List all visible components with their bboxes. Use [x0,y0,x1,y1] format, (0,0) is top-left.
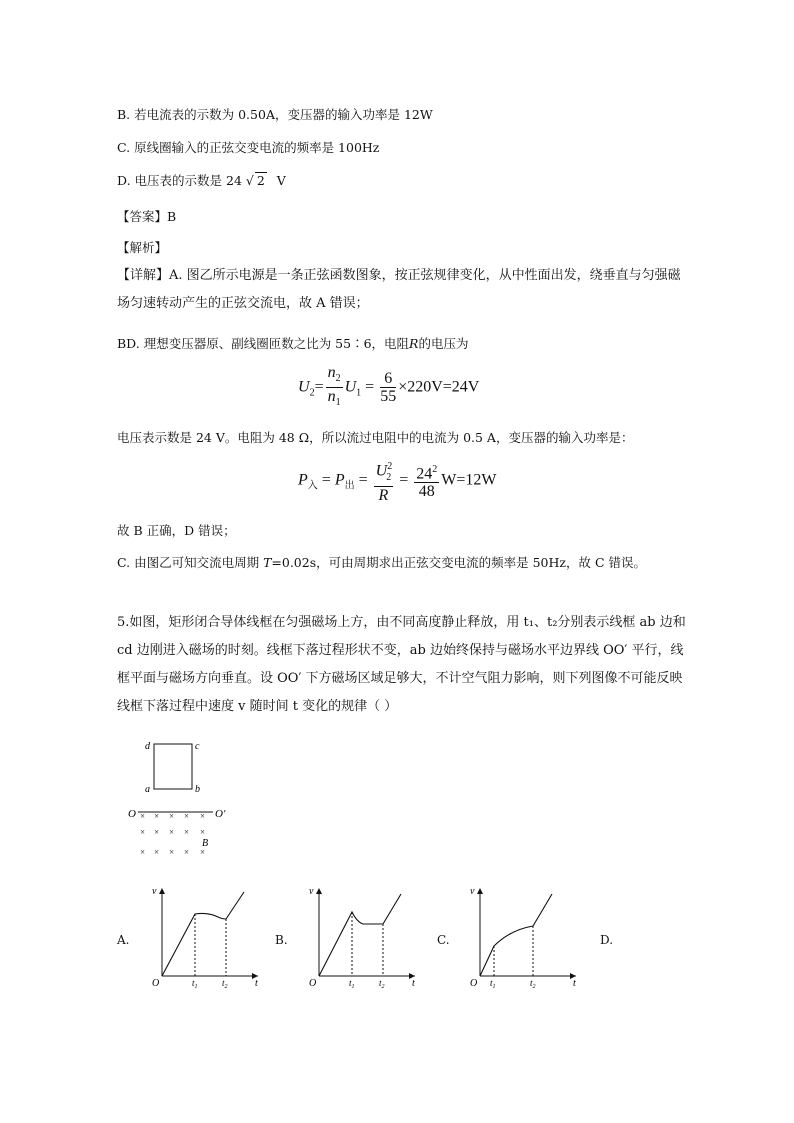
v-label: v [470,886,475,897]
v-curve [319,894,401,976]
option-b: B. 若电流表的示数为 0.50A，变压器的输入功率是 12W [117,107,433,122]
label-o: O [128,808,136,820]
detail-a: 【详解】A. 图乙所示电源是一条正弦函数图象，按正弦规律变化，从中性面出发，绕垂直与匀强磁场匀速转动产生的正弦交流电，故 A 错误； [117,268,681,311]
eq1-den: 55 [380,388,397,406]
bd-tail: 的电压为 [418,336,469,351]
eq2-u: U [375,462,388,480]
eq1-n2: n [327,364,336,381]
svg-text:×: × [184,847,190,857]
origin-label: O [152,978,160,988]
eq2-num: 24 [416,465,433,483]
conclusion-bd: 故 B 正确，D 错误； [117,523,236,538]
t-label: t [255,978,258,988]
eq1-u2-sub: 2 [309,387,315,399]
svg-text:×: × [169,811,175,821]
svg-text:×: × [154,811,160,821]
svg-text:×: × [200,847,206,857]
t1-label: $t_1$ [490,978,496,988]
eq2-frac-u [374,458,394,504]
graph-option-b: B. [275,933,288,947]
graph-a [148,884,268,988]
svg-text:×: × [140,811,146,821]
eq2-p-in: P [298,471,308,489]
graph-c [466,884,586,988]
t2-label: $t_2$ [379,978,385,988]
eq1-u2: U [298,378,310,396]
eq1-n1: n [327,388,336,406]
eq2-num-sup: 2 [432,464,438,476]
eq1-n1-sub: 1 [335,397,341,409]
label-o-prime: O′ [215,808,226,820]
svg-text:×: × [154,827,160,837]
eq2-r: R [378,486,389,504]
origin-label: O [470,978,478,988]
svg-text:×: × [169,827,175,837]
bd-r: R [409,336,419,351]
label-b-field: B [202,838,209,849]
svg-text:×: × [169,847,175,857]
eq1-rest: ×220V=24V [398,378,480,396]
v-curve [162,892,244,976]
eq2-u-sup: 2 [387,461,393,472]
t1-label: $t_1$ [349,978,355,988]
v-axis-arrow [477,888,483,894]
svg-text:×: × [200,811,206,821]
option-d [117,171,286,189]
v-axis-arrow [316,888,322,894]
eq1-num: 6 [380,370,396,388]
eq1-n2-sub: 2 [335,373,341,385]
t2-label: $t_2$ [530,978,536,988]
v-curve [480,894,552,976]
wire-frame [154,744,192,789]
graph-b [305,884,425,988]
origin-label: O [309,978,317,988]
label-b: b [195,784,200,795]
t-label: t [573,978,576,988]
question-5: 5.如图，矩形闭合导体线框在匀强磁场上方，由不同高度静止释放，用 t₁、t₂分别表示线框 ab 边和 cd 边刚进入磁场的时刻。线框下落过程形状不变，ab 边始终保持与磁场水平边界线 OO′ 平行，线框平面与磁场方向垂直。设 OO′ 下方磁场区域足够大，不计空气阻力影响，则下列图像不可能反映线框下落过程中速度 v 随时间 t 变化的规律（ ） [117,615,686,714]
magnetic-field-marks [140,811,205,857]
eq1-u1-sub: 1 [356,387,362,399]
svg-text:×: × [184,811,190,821]
eq2-frac-num [414,461,439,500]
analysis-heading: 【解析】 [117,240,168,255]
t-label: t [412,978,415,988]
detail-c-t: T [263,555,272,570]
detail-c [117,553,646,571]
equation-power: $P_入 = P_出$ = $\frac{U^2_2}{R}$ = $\frac{24^2}{48}$ W=12W [298,458,496,504]
option-d-text: D. 电压表的示数是 24 [117,173,242,188]
label-d: d [145,741,150,752]
graph-option-d: D. [600,933,614,947]
graph-option-c: C. [437,933,450,947]
svg-text:×: × [200,827,206,837]
bd-intro [117,334,468,352]
bd-intro-text: BD. 理想变压器原、副线圈匝数之比为 55∶6，电阻 [117,336,410,351]
eq2-out-sub: 出 [344,480,355,492]
graph-option-a: A. [117,933,130,947]
eq2-in-sub: 入 [307,480,318,492]
sqrt-sign: √ [245,173,254,188]
bd-mid: 电压表示数是 24 V。电阻为 48 Ω，所以流过电阻中的电流为 0.5 A，变压器的输入功率是： [117,430,634,445]
equation-voltage: $U_2=$ $\frac{n_2}{n_1}$ $U_1$ = $\frac{6}{55}$ ×220V=24V [298,364,479,411]
eq2-p-out: P [334,471,345,489]
label-a: a [145,784,150,795]
option-d-unit: V [276,173,286,188]
answer: 【答案】B [117,209,177,224]
svg-text:×: × [140,827,146,837]
frame-diagram [118,735,228,860]
svg-text:×: × [154,847,160,857]
t2-label: $t_2$ [222,978,228,988]
t1-label: $t_1$ [192,978,198,988]
v-label: v [309,886,314,897]
label-c: c [195,741,200,752]
v-label: v [152,886,157,897]
detail-c-rest: =0.02s，可由周期求出正弦交变电流的频率是 50Hz，故 C 错误。 [271,555,647,570]
option-c: C. 原线圈输入的正弦交变电流的频率是 100Hz [117,140,380,155]
svg-text:×: × [184,827,190,837]
eq2-den: 48 [418,483,435,501]
option-d-root: 2 [256,173,265,188]
eq1-u1: U [344,378,357,396]
svg-text:×: × [140,847,146,857]
eq1-frac-num [380,370,396,405]
detail-c-prefix: C. 由图乙可知交流电周期 [117,555,260,570]
eq2-rest: W=12W [441,471,497,489]
v-axis-arrow [159,888,165,894]
eq2-u-sub: 2 [386,471,392,483]
eq1-frac-n [326,364,343,411]
